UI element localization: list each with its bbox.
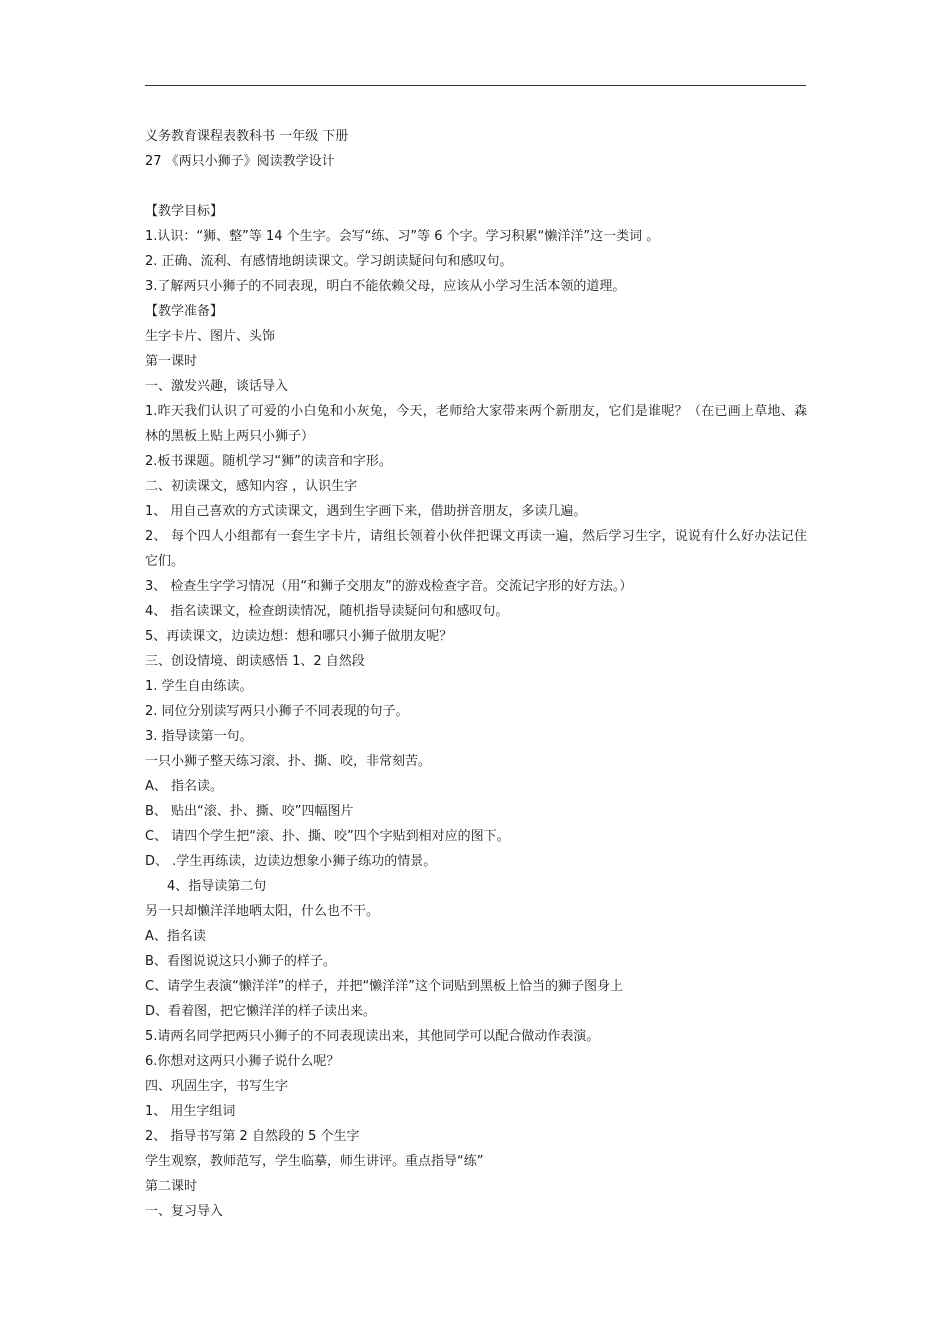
quote-sentence: 一只小狮子整天练习滚、扑、撕、咬，非常刻苦。 bbox=[145, 754, 432, 769]
step-heading-review: 一、复习导入 bbox=[145, 1204, 224, 1219]
list-item: B、看图说说这只小狮子的样子。 bbox=[145, 954, 336, 969]
list-item: 4、 指名读课文，检查朗读情况，随机指导读疑问句和感叹句。 bbox=[145, 604, 509, 619]
list-item: D、 .学生再练读，边读边想象小狮子练功的情景。 bbox=[145, 854, 437, 869]
step-heading-4: 四、巩固生字，书写生字 bbox=[145, 1079, 289, 1094]
list-item: 2. 同位分别读写两只小狮子不同表现的句子。 bbox=[145, 704, 409, 719]
quote-sentence: 另一只却懒洋洋地晒太阳，什么也不干。 bbox=[145, 904, 380, 919]
lesson-title: 27 《两只小狮子》阅读教学设计 bbox=[145, 154, 335, 169]
goal-item-3: 3.了解两只小狮子的不同表现，明白不能依赖父母，应该从小学习生活本领的道理。 bbox=[145, 279, 626, 294]
step-heading-2: 二、初读课文，感知内容 ，认识生字 bbox=[145, 479, 358, 494]
list-item: 1. 学生自由练读。 bbox=[145, 679, 253, 694]
list-item: 1、 用生字组词 bbox=[145, 1104, 236, 1119]
list-item: A、指名读 bbox=[145, 929, 206, 944]
document-body bbox=[145, 124, 807, 1224]
list-item: 2、 每个四人小组都有一套生字卡片，请组长领着小伙伴把课文再读一遍，然后学习生字，说说有什么好办法记住它们。 bbox=[145, 529, 807, 569]
goal-item-1: 1.认识：“狮、整”等 14 个生字。会写“练、习”等 6 个字。学习积累“懒洋洋”这一类词 。 bbox=[145, 229, 660, 244]
list-item: 6.你想对这两只小狮子说什么呢？ bbox=[145, 1054, 340, 1069]
paragraph: 2.板书课题。随机学习“狮”的读音和字形。 bbox=[145, 454, 392, 469]
step-heading-1: 一、激发兴趣，谈话导入 bbox=[145, 379, 289, 394]
lesson-one-heading: 第一课时 bbox=[145, 354, 198, 369]
list-item: A、 指名读。 bbox=[145, 779, 224, 794]
preparation-text: 生字卡片、图片、头饰 bbox=[145, 329, 276, 344]
book-header: 义务教育课程表教科书 一年级 下册 bbox=[145, 129, 349, 144]
lesson-two-heading: 第二课时 bbox=[145, 1179, 198, 1194]
list-item: B、 贴出“滚、扑、撕、咬”四幅图片 bbox=[145, 804, 354, 819]
paragraph: 1.昨天我们认识了可爱的小白兔和小灰兔，今天，老师给大家带来两个新朋友，它们是谁呢？（在已画上草地、森林的黑板上贴上两只小狮子） bbox=[145, 404, 807, 444]
goal-item-2: 2. 正确、流利、有感情地朗读课文。学习朗读疑问句和感叹句。 bbox=[145, 254, 513, 269]
list-item: C、请学生表演“懒洋洋”的样子，并把“懒洋洋”这个词贴到黑板上恰当的狮子图身上 bbox=[145, 979, 624, 994]
list-item: 3. 指导读第一句。 bbox=[145, 729, 253, 744]
step-heading-3: 三、创设情境、朗读感悟 1、2 自然段 bbox=[145, 654, 365, 669]
list-item: 5.请两名同学把两只小狮子的不同表现读出来，其他同学可以配合做动作表演。 bbox=[145, 1029, 600, 1044]
list-item: 2、 指导书写第 2 自然段的 5 个生字 bbox=[145, 1129, 360, 1144]
blank-line bbox=[145, 174, 807, 199]
list-item: 3、 检查生字学习情况（用“和狮子交朋友”的游戏检查字音。交流记字形的好方法。） bbox=[145, 579, 633, 594]
section-heading-preparation: 【教学准备】 bbox=[145, 304, 224, 319]
paragraph: 学生观察，教师范写，学生临摹，师生讲评。重点指导“练” bbox=[145, 1154, 484, 1169]
header-rule bbox=[145, 85, 806, 86]
list-item: D、看着图，把它懒洋洋的样子读出来。 bbox=[145, 1004, 377, 1019]
section-heading-goals: 【教学目标】 bbox=[145, 204, 224, 219]
list-item: 5、再读课文，边读边想：想和哪只小狮子做朋友呢？ bbox=[145, 629, 453, 644]
list-item: 4、指导读第二句 bbox=[167, 879, 267, 894]
list-item: 1、 用自己喜欢的方式读课文，遇到生字画下来，借助拼音朋友，多读几遍。 bbox=[145, 504, 587, 519]
list-item: C、 请四个学生把“滚、扑、撕、咬”四个字贴到相对应的图下。 bbox=[145, 829, 510, 844]
